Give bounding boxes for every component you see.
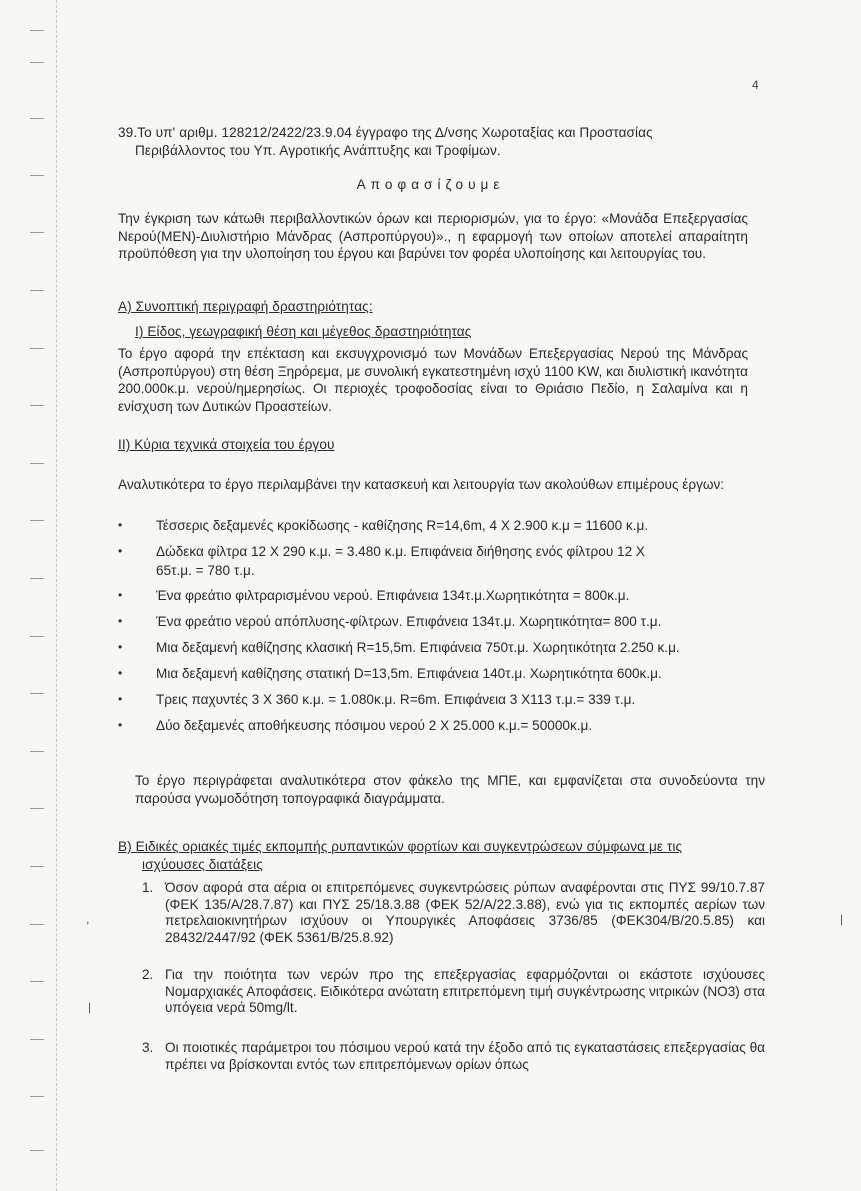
bullet-continuation: 65τ.μ. = 780 τ.μ. [156, 563, 255, 578]
section-a-sub-i-title: Ι) Είδος, γεωγραφική θέση και μέγεθος δραστηριότητας [135, 324, 472, 339]
decision-heading: Αποφασίζουμε [356, 177, 505, 192]
works-bullet-list [118, 517, 680, 743]
section-a-title: Α) Συνοπτική περιγραφή δραστηριότητας: [118, 299, 373, 314]
section-b-item-3: 3. Οι ποιοτικές παράμετροι του πόσιμου νερού κατά την έξοδο από τις εγκαταστάσεις επεξεργασίας θα πρέπει να βρίσκονται εντός των επιτρεπόμενων ορίων όπως [142, 1040, 765, 1072]
list-item: • Τρεις παχυντές 3 Χ 360 κ.μ. = 1.080κ.μ. R=6m. Επιφάνεια 3 Χ113 τ.μ.= 339 τ.μ. [118, 692, 636, 707]
item-39-line1: 39.Το υπ' αριθμ. 128212/2422/23.9.04 έγγραφο της Δ/νσης Χωροταξίας και Προστασίας [118, 125, 653, 140]
list-item: • Μια δεξαμενή καθίζησης στατική D=13,5m. Επιφάνεια 140τ.μ. Χωρητικότητα 600κ.μ. [118, 666, 662, 681]
description-paragraph: Το έργο περιγράφεται αναλυτικότερα στον φάκελο της ΜΠΕ, και εμφανίζεται στα συνοδεύοντα την παρούσα γνωμοδότηση τοπογραφικά διαγράμματα. [135, 773, 765, 806]
section-a-sub-ii-title: ΙΙ) Κύρια τεχνικά στοιχεία του έργου [118, 437, 335, 452]
section-b-title-line2: ισχύουσες διατάξεις [142, 857, 263, 872]
list-item: • Τέσσερις δεξαμενές κροκίδωσης - καθίζησης R=14,6m, 4 X 2.900 κ.μ = 11600 κ.μ. [118, 518, 649, 533]
scan-mark-right: | [840, 912, 844, 926]
list-item: • Ένα φρεάτιο νερού απόπλυσης-φίλτρων. Επιφάνεια 134τ.μ. Χωρητικότητα= 800 τ.μ. [118, 614, 662, 629]
list-item: • Δύο δεξαμενές αποθήκευσης πόσιμου νερού 2 Χ 25.000 κ.μ.= 50000κ.μ. [118, 718, 593, 733]
list-item: • Μια δεξαμενή καθίζησης κλασική R=15,5m. Επιφάνεια 750τ.μ. Χωρητικότητα 2.250 κ.μ. [118, 640, 680, 655]
section-b-item-1: 1. Όσον αφορά στα αέρια οι επιτρεπόμενες συγκεντρώσεις ρύπων αναφέρονται στις ΠΥΣ 99/10.7.87 (ΦΕΚ 135/Α/28.7.87) και ΠΥΣ 25/18.3.88 (ΦΕΚ 52/Α/22.3.88), ενώ για τις εκπομπές αερίων των πετρελαιοκινητήρων ισχύουν οι Υπουργικές Αποφάσεις 3736/85 (ΦΕΚ304/Β/20.5.85) και 28432/2447/92 (ΦΕΚ 5361/Β/25.8.92) [142, 880, 765, 945]
list-item: • Δώδεκα φίλτρα 12 Χ 290 κ.μ. = 3.480 κ.μ. Επιφάνεια διήθησης ενός φίλτρου 12 Χ 65τ.μ. = 780 τ.μ. [118, 543, 680, 587]
scan-mark-left-2: | [88, 1000, 92, 1014]
scan-mark-left: , [86, 912, 90, 926]
section-b-item-2: 2. Για την ποιότητα των νερών προ της επεξεργασίας εφαρμόζονται οι εκάστοτε ισχύουσες Νομαρχιακές Αποφάσεις. Ειδικότερα ανώτατη επιτρεπόμενη τιμή συγκέντρωσης νιτρικών (ΝΟ3) στα υπόγεια νερά 50mg/lt. [142, 967, 765, 1015]
section-a-sub-ii-intro: Αναλυτικότερα το έργο περιλαμβάνει την κατασκευή και λειτουργία των ακολούθων επιμέρους έργων: [118, 477, 725, 492]
section-b-title-line1: Β) Ειδικές οριακές τιμές εκπομπής ρυπαντικών φορτίων και συγκεντρώσεων σύμφωνα με τις [118, 839, 683, 854]
approval-paragraph: Την έγκριση των κάτωθι περιβαλλοντικών όρων και περιορισμών, για το έργο: «Μονάδα Επεξεργασίας Νερού(ΜΕΝ)-Διυλιστήριο Μάνδρας (Ασπροπύργου)»., η εφαρμογή των οποίων αποτελεί απαραίτητη προϋπόθεση για την υλοποίηση του έργου και βαρύνει τον φορέα υλοποίησης και λειτουργίας του. [118, 211, 748, 261]
item-39-line2: Περιβάλλοντος του Υπ. Αγροτικής Ανάπτυξης και Τροφίμων. [135, 143, 501, 158]
list-item: • Ένα φρεάτιο φιλτραρισμένου νερού. Επιφάνεια 134τ.μ.Χωρητικότητα = 800κ.μ. [118, 588, 630, 603]
section-a-sub-i-text: Το έργο αφορά την επέκταση και εκσυγχρονισμό των Μονάδων Επεξεργασίας Νερού της Μάνδρας (Ασπροπύργου) στη θέση Ξηρόρεμα, με συνολική εγκατεστημένη ισχύ 1100 KW, και διυλιστική ικανότητα 200.000κ.μ. νερού/ημερησίως. Οι περιοχές τροφοδοσίας είναι το Θριάσιο Πεδίο, η Σαλαμίνα και η ενίσχυση των Δυτικών Προαστείων. [118, 346, 748, 414]
page-number: 4 [752, 78, 759, 92]
